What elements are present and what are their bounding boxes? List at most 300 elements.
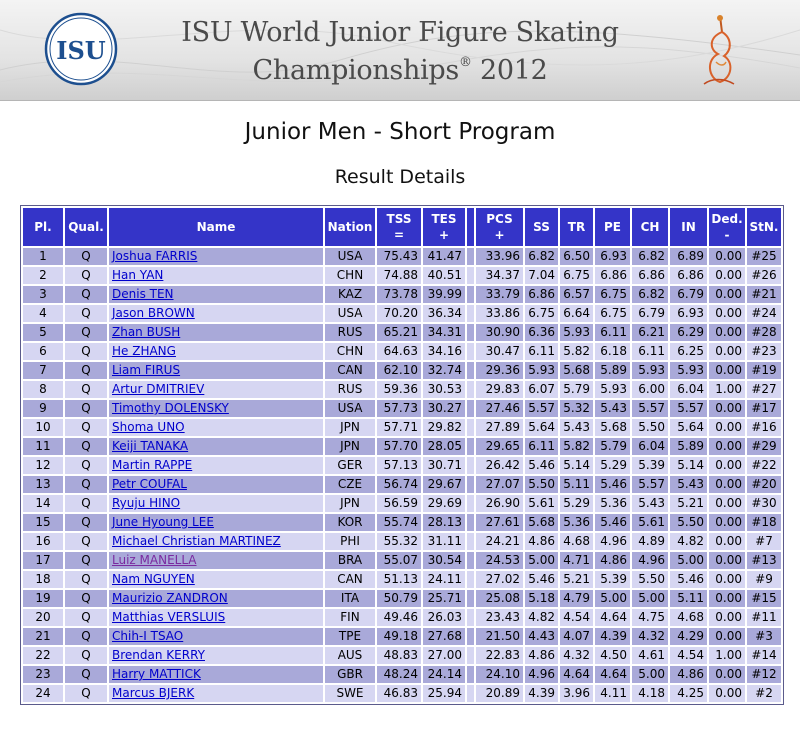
cell-ch: 4.96 xyxy=(632,552,668,569)
table-row xyxy=(23,362,781,379)
cell-in: 6.86 xyxy=(670,267,707,284)
cell-ch: 5.93 xyxy=(632,362,668,379)
cell-in: 4.54 xyxy=(670,647,707,664)
event-title xyxy=(160,14,640,90)
cell-nation: AUS xyxy=(325,647,375,664)
cell-ss: 5.61 xyxy=(525,495,558,512)
cell-spacer xyxy=(467,647,474,664)
cell-tes: 29.69 xyxy=(423,495,465,512)
column-header-label: TR xyxy=(567,220,586,234)
skater-name-link[interactable]: Timothy DOLENSKY xyxy=(112,401,229,415)
cell-ss: 5.57 xyxy=(525,400,558,417)
cell-nation: FIN xyxy=(325,609,375,626)
cell-ss: 5.68 xyxy=(525,514,558,531)
cell-spacer xyxy=(467,495,474,512)
cell-tr: 5.82 xyxy=(560,438,593,455)
cell-tr: 5.32 xyxy=(560,400,593,417)
cell-ded: 0.00 xyxy=(709,571,745,588)
cell-tes: 34.31 xyxy=(423,324,465,341)
skater-name-link[interactable]: Harry MATTICK xyxy=(112,667,201,681)
cell-name xyxy=(109,381,323,398)
cell-name xyxy=(109,609,323,626)
column-header-label: SS xyxy=(533,220,550,234)
skater-name-link[interactable]: Petr COUFAL xyxy=(112,477,187,491)
cell-stn: #20 xyxy=(747,476,781,493)
cell-pcs: 27.07 xyxy=(476,476,523,493)
cell-name xyxy=(109,571,323,588)
table-header-row xyxy=(23,208,781,246)
skater-name-link[interactable]: Maurizio ZANDRON xyxy=(112,591,228,605)
cell-name xyxy=(109,267,323,284)
cell-in: 5.93 xyxy=(670,362,707,379)
skater-name-link[interactable]: Martin RAPPE xyxy=(112,458,193,472)
column-header-tr xyxy=(560,208,593,246)
cell-name xyxy=(109,533,323,550)
cell-stn: #16 xyxy=(747,419,781,436)
column-header-label: StN. xyxy=(749,220,779,234)
skater-name-link[interactable]: Zhan BUSH xyxy=(112,325,181,339)
cell-qual: Q xyxy=(65,267,107,284)
cell-pl: 7 xyxy=(23,362,63,379)
cell-pl: 2 xyxy=(23,267,63,284)
cell-spacer xyxy=(467,457,474,474)
cell-ded: 0.00 xyxy=(709,305,745,322)
column-header-label: Ded. xyxy=(711,212,743,226)
cell-tr: 3.96 xyxy=(560,685,593,702)
cell-tss: 48.24 xyxy=(377,666,421,683)
column-header-label: PE xyxy=(604,220,621,234)
table-row xyxy=(23,666,781,683)
column-header-label: Nation xyxy=(327,220,373,234)
cell-spacer xyxy=(467,571,474,588)
cell-pcs: 24.21 xyxy=(476,533,523,550)
cell-pe: 4.11 xyxy=(595,685,630,702)
cell-tss: 48.83 xyxy=(377,647,421,664)
cell-pcs: 24.53 xyxy=(476,552,523,569)
cell-qual: Q xyxy=(65,590,107,607)
cell-spacer xyxy=(467,286,474,303)
cell-name xyxy=(109,457,323,474)
cell-nation: SWE xyxy=(325,685,375,702)
cell-pl: 19 xyxy=(23,590,63,607)
cell-tr: 6.50 xyxy=(560,248,593,265)
table-row xyxy=(23,590,781,607)
cell-pcs: 27.46 xyxy=(476,400,523,417)
cell-name xyxy=(109,495,323,512)
cell-ded: 0.00 xyxy=(709,267,745,284)
cell-ded: 0.00 xyxy=(709,609,745,626)
cell-stn: #26 xyxy=(747,267,781,284)
cell-pl: 4 xyxy=(23,305,63,322)
cell-nation: USA xyxy=(325,248,375,265)
cell-spacer xyxy=(467,419,474,436)
cell-pe: 4.50 xyxy=(595,647,630,664)
cell-pl: 13 xyxy=(23,476,63,493)
event-year: 2012 xyxy=(479,55,548,86)
cell-nation: CAN xyxy=(325,571,375,588)
cell-ch: 5.50 xyxy=(632,571,668,588)
skater-name-link[interactable]: Liam FIRUS xyxy=(112,363,181,377)
cell-tes: 26.03 xyxy=(423,609,465,626)
cell-stn: #22 xyxy=(747,457,781,474)
cell-tes: 25.71 xyxy=(423,590,465,607)
cell-ss: 4.82 xyxy=(525,609,558,626)
cell-nation: USA xyxy=(325,400,375,417)
cell-tes: 30.54 xyxy=(423,552,465,569)
cell-tes: 28.13 xyxy=(423,514,465,531)
cell-pe: 4.96 xyxy=(595,533,630,550)
cell-qual: Q xyxy=(65,609,107,626)
cell-name xyxy=(109,590,323,607)
cell-tr: 5.14 xyxy=(560,457,593,474)
cell-name xyxy=(109,305,323,322)
cell-in: 5.14 xyxy=(670,457,707,474)
cell-ded: 0.00 xyxy=(709,514,745,531)
cell-in: 6.29 xyxy=(670,324,707,341)
skater-name-link[interactable]: Brendan KERRY xyxy=(112,648,205,662)
cell-tss: 57.70 xyxy=(377,438,421,455)
cell-ded: 0.00 xyxy=(709,533,745,550)
cell-ded: 1.00 xyxy=(709,381,745,398)
cell-ss: 4.86 xyxy=(525,533,558,550)
cell-tss: 73.78 xyxy=(377,286,421,303)
cell-ch: 5.57 xyxy=(632,400,668,417)
cell-ss: 6.11 xyxy=(525,438,558,455)
cell-tr: 5.79 xyxy=(560,381,593,398)
cell-ss: 6.36 xyxy=(525,324,558,341)
cell-spacer xyxy=(467,628,474,645)
cell-pe: 5.43 xyxy=(595,400,630,417)
cell-tr: 4.64 xyxy=(560,666,593,683)
cell-ch: 6.00 xyxy=(632,381,668,398)
cell-spacer xyxy=(467,609,474,626)
cell-tr: 6.75 xyxy=(560,267,593,284)
cell-pl: 15 xyxy=(23,514,63,531)
table-row xyxy=(23,381,781,398)
cell-tss: 59.36 xyxy=(377,381,421,398)
cell-ch: 6.79 xyxy=(632,305,668,322)
skater-name-link[interactable]: Han YAN xyxy=(112,268,164,282)
cell-ded: 0.00 xyxy=(709,324,745,341)
cell-tss: 55.32 xyxy=(377,533,421,550)
cell-name xyxy=(109,362,323,379)
cell-spacer xyxy=(467,305,474,322)
cell-stn: #12 xyxy=(747,666,781,683)
cell-pl: 24 xyxy=(23,685,63,702)
cell-spacer xyxy=(467,381,474,398)
cell-tes: 24.14 xyxy=(423,666,465,683)
cell-pcs: 27.02 xyxy=(476,571,523,588)
table-row xyxy=(23,267,781,284)
cell-tss: 50.79 xyxy=(377,590,421,607)
cell-ded: 0.00 xyxy=(709,438,745,455)
cell-spacer xyxy=(467,324,474,341)
cell-qual: Q xyxy=(65,457,107,474)
cell-ded: 0.00 xyxy=(709,476,745,493)
column-header-label: CH xyxy=(640,220,660,234)
cell-tss: 55.74 xyxy=(377,514,421,531)
cell-nation: JPN xyxy=(325,438,375,455)
skater-name-link[interactable]: Marcus BJERK xyxy=(112,686,195,700)
cell-qual: Q xyxy=(65,362,107,379)
cell-name xyxy=(109,400,323,417)
table-row xyxy=(23,438,781,455)
cell-stn: #18 xyxy=(747,514,781,531)
cell-ded: 0.00 xyxy=(709,419,745,436)
cell-stn: #28 xyxy=(747,324,781,341)
skater-name-link[interactable]: Ryuju HINO xyxy=(112,496,181,510)
cell-in: 4.86 xyxy=(670,666,707,683)
cell-ded: 0.00 xyxy=(709,590,745,607)
cell-tr: 5.93 xyxy=(560,324,593,341)
cell-name xyxy=(109,666,323,683)
cell-pcs: 23.43 xyxy=(476,609,523,626)
cell-tr: 5.29 xyxy=(560,495,593,512)
skater-name-link[interactable]: Michael Christian MARTINEZ xyxy=(112,534,281,548)
cell-pl: 9 xyxy=(23,400,63,417)
event-title-championships: Championships xyxy=(252,55,459,86)
cell-ch: 4.75 xyxy=(632,609,668,626)
cell-ss: 5.18 xyxy=(525,590,558,607)
table-row xyxy=(23,685,781,702)
cell-pl: 12 xyxy=(23,457,63,474)
isu-logo-text: ISU xyxy=(56,36,106,65)
cell-ss: 4.39 xyxy=(525,685,558,702)
cell-in: 5.57 xyxy=(670,400,707,417)
cell-in: 4.82 xyxy=(670,533,707,550)
column-header-pl xyxy=(23,208,63,246)
table-row xyxy=(23,305,781,322)
cell-stn: #3 xyxy=(747,628,781,645)
cell-ss: 6.86 xyxy=(525,286,558,303)
cell-pl: 14 xyxy=(23,495,63,512)
cell-tes: 32.74 xyxy=(423,362,465,379)
cell-pcs: 20.89 xyxy=(476,685,523,702)
cell-in: 5.46 xyxy=(670,571,707,588)
cell-name xyxy=(109,514,323,531)
cell-tr: 4.71 xyxy=(560,552,593,569)
cell-qual: Q xyxy=(65,438,107,455)
cell-qual: Q xyxy=(65,305,107,322)
table-row xyxy=(23,552,781,569)
cell-tes: 30.71 xyxy=(423,457,465,474)
event-title-line2 xyxy=(160,52,640,90)
cell-tes: 27.68 xyxy=(423,628,465,645)
column-header-operator: + xyxy=(494,228,505,242)
cell-tss: 49.46 xyxy=(377,609,421,626)
cell-pl: 10 xyxy=(23,419,63,436)
table-row xyxy=(23,628,781,645)
table-row xyxy=(23,476,781,493)
skater-name-link[interactable]: Denis TEN xyxy=(112,287,174,301)
cell-qual: Q xyxy=(65,495,107,512)
cell-ss: 5.64 xyxy=(525,419,558,436)
cell-nation: JPN xyxy=(325,419,375,436)
skater-name-link[interactable]: Jason BROWN xyxy=(112,306,195,320)
cell-in: 5.21 xyxy=(670,495,707,512)
cell-tes: 24.11 xyxy=(423,571,465,588)
cell-tr: 5.11 xyxy=(560,476,593,493)
column-header-ss xyxy=(525,208,558,246)
cell-pcs: 22.83 xyxy=(476,647,523,664)
skater-name-link[interactable]: Nam NGUYEN xyxy=(112,572,195,586)
cell-ch: 4.89 xyxy=(632,533,668,550)
column-header-stn xyxy=(747,208,781,246)
cell-nation: USA xyxy=(325,305,375,322)
table-row xyxy=(23,533,781,550)
skater-name-link[interactable]: Chih-I TSAO xyxy=(112,629,184,643)
cell-pcs: 33.79 xyxy=(476,286,523,303)
cell-pcs: 21.50 xyxy=(476,628,523,645)
cell-ded: 0.00 xyxy=(709,685,745,702)
registered-mark: ® xyxy=(458,55,472,70)
cell-stn: #17 xyxy=(747,400,781,417)
cell-pl: 16 xyxy=(23,533,63,550)
cell-in: 6.79 xyxy=(670,286,707,303)
cell-stn: #14 xyxy=(747,647,781,664)
column-header-label: TES xyxy=(431,212,457,226)
table-body xyxy=(23,248,781,702)
cell-ded: 0.00 xyxy=(709,666,745,683)
table-row xyxy=(23,248,781,265)
table-row xyxy=(23,609,781,626)
cell-tr: 5.21 xyxy=(560,571,593,588)
cell-pl: 18 xyxy=(23,571,63,588)
cell-pcs: 33.86 xyxy=(476,305,523,322)
cell-in: 4.29 xyxy=(670,628,707,645)
cell-ss: 6.11 xyxy=(525,343,558,360)
table-row xyxy=(23,419,781,436)
cell-ch: 4.18 xyxy=(632,685,668,702)
cell-nation: RUS xyxy=(325,324,375,341)
cell-pcs: 27.61 xyxy=(476,514,523,531)
cell-pe: 6.18 xyxy=(595,343,630,360)
cell-tss: 55.07 xyxy=(377,552,421,569)
skater-name-link[interactable]: He ZHANG xyxy=(112,344,176,358)
cell-qual: Q xyxy=(65,286,107,303)
cell-spacer xyxy=(467,476,474,493)
skater-name-link[interactable]: Artur DMITRIEV xyxy=(112,382,205,396)
cell-nation: KOR xyxy=(325,514,375,531)
cell-name xyxy=(109,324,323,341)
cell-ded: 0.00 xyxy=(709,343,745,360)
cell-spacer xyxy=(467,362,474,379)
cell-pe: 4.64 xyxy=(595,609,630,626)
cell-nation: PHI xyxy=(325,533,375,550)
cell-name xyxy=(109,647,323,664)
cell-qual: Q xyxy=(65,533,107,550)
cell-pcs: 27.89 xyxy=(476,419,523,436)
cell-pe: 5.79 xyxy=(595,438,630,455)
cell-spacer xyxy=(467,666,474,683)
cell-ss: 5.00 xyxy=(525,552,558,569)
cell-tes: 29.82 xyxy=(423,419,465,436)
cell-stn: #7 xyxy=(747,533,781,550)
column-header-label: PCS xyxy=(486,212,513,226)
page-subtitle: Result Details xyxy=(334,166,466,188)
cell-nation: CZE xyxy=(325,476,375,493)
skater-name-link[interactable]: Keiji TANAKA xyxy=(112,439,189,453)
cell-ss: 5.93 xyxy=(525,362,558,379)
cell-tes: 31.11 xyxy=(423,533,465,550)
cell-name xyxy=(109,685,323,702)
cell-qual: Q xyxy=(65,419,107,436)
cell-qual: Q xyxy=(65,628,107,645)
skater-name-link[interactable]: Joshua FARRIS xyxy=(112,249,198,263)
cell-pcs: 26.90 xyxy=(476,495,523,512)
skater-name-link[interactable]: Shoma UNO xyxy=(112,420,185,434)
results-table xyxy=(20,205,784,705)
cell-tr: 6.64 xyxy=(560,305,593,322)
cell-tr: 4.68 xyxy=(560,533,593,550)
cell-nation: JPN xyxy=(325,495,375,512)
cell-tss: 70.20 xyxy=(377,305,421,322)
cell-pl: 6 xyxy=(23,343,63,360)
column-header-qual xyxy=(65,208,107,246)
cell-qual: Q xyxy=(65,248,107,265)
cell-ded: 0.00 xyxy=(709,628,745,645)
cell-nation: BRA xyxy=(325,552,375,569)
skater-name-link[interactable]: June Hyoung LEE xyxy=(112,515,214,529)
cell-in: 6.25 xyxy=(670,343,707,360)
cell-pe: 5.93 xyxy=(595,381,630,398)
cell-ch: 6.82 xyxy=(632,248,668,265)
cell-stn: #29 xyxy=(747,438,781,455)
cell-tss: 57.73 xyxy=(377,400,421,417)
cell-stn: #19 xyxy=(747,362,781,379)
column-header-label: Name xyxy=(196,220,236,234)
cell-spacer xyxy=(467,685,474,702)
cell-ded: 0.00 xyxy=(709,495,745,512)
cell-ss: 5.50 xyxy=(525,476,558,493)
cell-tr: 4.79 xyxy=(560,590,593,607)
skater-name-link[interactable]: Luiz MANELLA xyxy=(112,553,197,567)
cell-ch: 4.61 xyxy=(632,647,668,664)
cell-stn: #9 xyxy=(747,571,781,588)
cell-tss: 74.88 xyxy=(377,267,421,284)
cell-ss: 5.46 xyxy=(525,457,558,474)
cell-qual: Q xyxy=(65,381,107,398)
cell-pl: 8 xyxy=(23,381,63,398)
cell-tr: 5.82 xyxy=(560,343,593,360)
cell-spacer xyxy=(467,248,474,265)
cell-pcs: 30.90 xyxy=(476,324,523,341)
cell-pl: 3 xyxy=(23,286,63,303)
skater-name-link[interactable]: Matthias VERSLUIS xyxy=(112,610,226,624)
cell-ded: 0.00 xyxy=(709,400,745,417)
cell-tss: 57.13 xyxy=(377,457,421,474)
cell-name xyxy=(109,248,323,265)
cell-tes: 29.67 xyxy=(423,476,465,493)
cell-tss: 51.13 xyxy=(377,571,421,588)
cell-ch: 5.57 xyxy=(632,476,668,493)
column-header-label: IN xyxy=(681,220,696,234)
table-row xyxy=(23,514,781,531)
column-header-label: TSS xyxy=(386,212,412,226)
cell-name xyxy=(109,628,323,645)
cell-tss: 56.59 xyxy=(377,495,421,512)
cell-qual: Q xyxy=(65,514,107,531)
column-header-operator: + xyxy=(438,228,450,242)
cell-ss: 4.86 xyxy=(525,647,558,664)
table-row xyxy=(23,400,781,417)
cell-ch: 5.50 xyxy=(632,419,668,436)
cell-nation: CHN xyxy=(325,267,375,284)
cell-stn: #11 xyxy=(747,609,781,626)
cell-pl: 5 xyxy=(23,324,63,341)
cell-tss: 46.83 xyxy=(377,685,421,702)
cell-nation: KAZ xyxy=(325,286,375,303)
